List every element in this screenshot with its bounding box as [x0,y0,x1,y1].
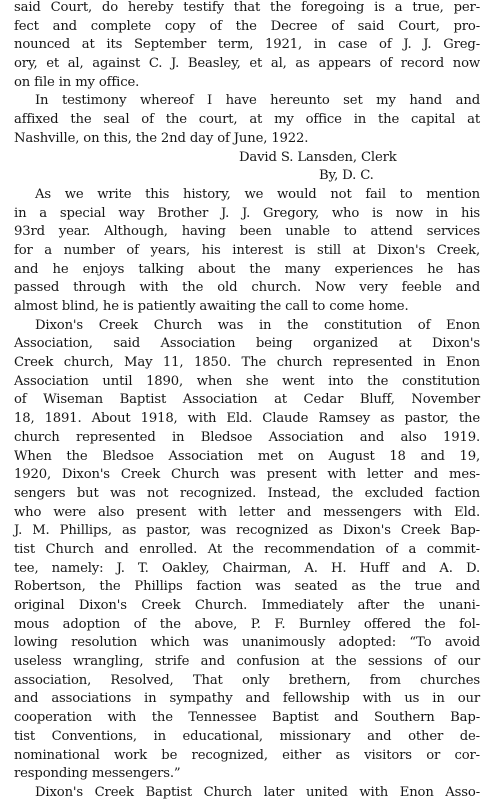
text-line: responding messengers.” [14,766,181,782]
paragraph [14,186,480,317]
text-line: affixed the seal of the court, at my office in the capital at [14,112,480,128]
text-line: and he enjoys talking about the many experiences he has [14,261,480,277]
text-line: church represented in Bledsoe Association and also 1919. [14,429,480,445]
text-line: cooperation with the Tennessee Baptist and Southern Bap- [14,710,480,726]
text-line: In testimony whereof I have hereunto set my hand and [35,93,480,109]
signature-block [14,149,480,186]
text-line: of Wiseman Baptist Association at Cedar Bluff, November [14,392,480,408]
text-line: By, D. C. [319,168,374,184]
paragraph [14,784,480,803]
text-line: mous adoption of the above, P. F. Burnley offered the fol- [14,616,480,632]
document-text [14,0,480,803]
text-line: Association, said Association being organized at Dixon's [14,336,480,352]
text-line: Dixon's Creek Church was in the constitution of Enon [35,317,480,333]
text-line: As we write this history, we would not fail to mention [35,186,480,202]
text-line: tee, namely: J. T. Oakley, Chairman, A. H. Huff and A. D. [14,560,480,576]
text-line: said Court, do hereby testify that the foregoing is a true, per- [14,0,480,15]
text-line: tist Church and enrolled. At the recommendation of a commit- [14,541,480,557]
text-line: for a number of years, his interest is still at Dixon's Creek, [14,242,480,258]
text-line: Association until 1890, when she went into the constitution [14,373,480,389]
text-line: J. M. Phillips, as pastor, was recognized as Dixon's Creek Bap- [14,523,480,539]
text-line: who were also present with letter and messengers with Eld. [14,504,480,520]
paragraph [14,317,480,784]
text-line: tist Conventions, in educational, missionary and other de- [14,728,480,744]
text-line: Dixon's Creek Baptist Church later united with Enon Asso- [35,784,480,800]
text-line: fect and complete copy of the Decree of said Court, pro- [14,18,480,34]
text-line: useless wrangling, strife and confusion at the sessions of our [14,654,480,670]
text-line: David S. Lansden, Clerk [239,149,397,165]
text-line: 18, 1891. About 1918, with Eld. Claude Ramsey as pastor, the [14,411,480,427]
text-line: When the Bledsoe Association met on August 18 and 19, [14,448,480,464]
text-line: almost blind, he is patiently awaiting the call to come home. [14,299,409,314]
text-line: passed through with the old church. Now very feeble and [14,280,480,296]
text-line: Nashville, on this, the 2nd day of June, 1922. [14,130,309,146]
text-line: 1920, Dixon's Creek Church was present with letter and mes- [14,467,480,483]
text-line: lowing resolution which was unanimously adopted: “To avoid [14,635,480,651]
text-line: original Dixon's Creek Church. Immediately after the unani- [14,598,480,613]
text-line: Creek church, May 11, 1850. The church represented in Enon [14,355,480,371]
text-line: nominational work be recognized, either as visitors or cor- [14,747,480,763]
text-line: sengers but was not recognized. Instead, the excluded faction [14,485,480,501]
text-line: 93rd year. Although, having been unable to attend services [14,224,480,240]
text-line: Robertson, the Phillips faction was seated as the true and [14,579,480,595]
text-line: association, Resolved, That only brethern, from churches [14,672,480,688]
text-line: nounced at its September term, 1921, in case of J. J. Greg- [14,37,480,53]
paragraph [14,92,480,148]
text-line: ory, et al, against C. J. Beasley, et al, as appears of record now [14,56,480,72]
text-line: and associations in sympathy and fellowship with us in our [14,691,480,707]
paragraph [14,0,480,92]
text-line: on file in my office. [14,74,140,90]
text-line: in a special way Brother J. J. Gregory, who is now in his [14,205,480,221]
